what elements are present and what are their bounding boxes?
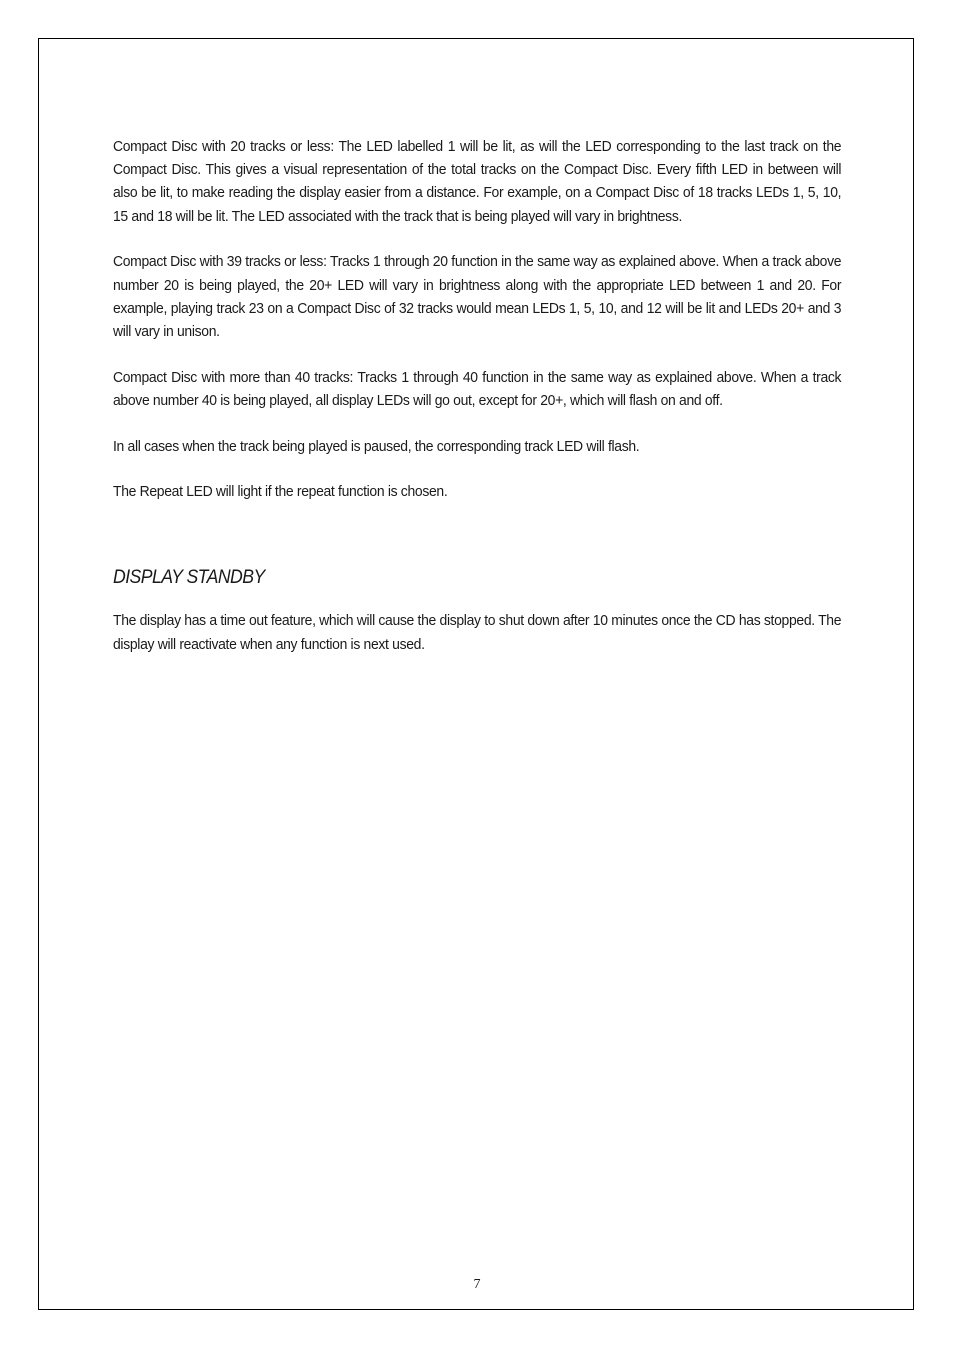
paragraph-display-standby: The display has a time out feature, which will cause the display to shut down after 10 minutes once the CD has stopped. The display will reactivate when any function is next used. [113, 612, 842, 653]
document-body [113, 135, 841, 678]
paragraph-paused: In all cases when the track being played is paused, the corresponding track LED will flash. [113, 437, 640, 455]
section-heading-display-standby: DISPLAY STANDBY [113, 567, 265, 589]
page-number: 7 [473, 1277, 481, 1292]
paragraph-40-plus-tracks: Compact Disc with more than 40 tracks: Tracks 1 through 40 function in the same way as explained above. When a track above number 40 is being played, all display LEDs will go out, except for 20+, which will flash on and off. [113, 368, 842, 409]
paragraph-repeat: The Repeat LED will light if the repeat function is chosen. [113, 483, 448, 501]
paragraph-39-tracks: Compact Disc with 39 tracks or less: Tracks 1 through 20 function in the same way as explained above. When a track above number 20 is being played, the 20+ LED will vary in brightness along with the appropriate LED between 1 and 20. For example, playing track 23 on a Compact Disc of 32 tracks would mean LEDs 1, 5, 10, and 12 will be lit and LEDs 20+ and 3 will vary in unison. [113, 253, 842, 340]
paragraph-20-tracks: Compact Disc with 20 tracks or less: The LED labelled 1 will be lit, as will the LED corresponding to the last track on the Compact Disc. This gives a visual representation of the total tracks on the Compact Disc. Every fifth LED in between will also be lit, to make reading the display easier from a distance. For example, on a Compact Disc of 18 tracks LEDs 1, 5, 10, 15 and 18 will be lit. The LED associated with the track that is being played will vary in brightness. [113, 138, 842, 225]
